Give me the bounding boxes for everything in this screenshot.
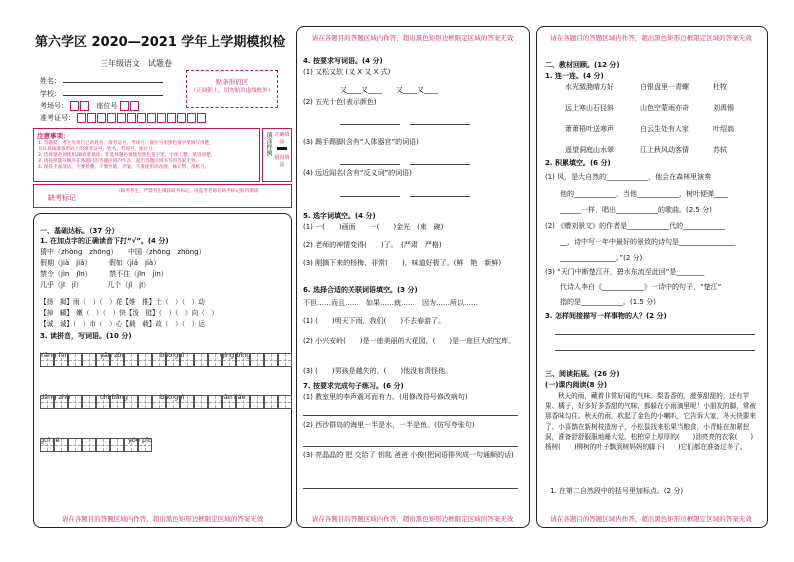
seat-box[interactable] (120, 101, 129, 111)
q4-pattern[interactable]: 又____又____ 又____又____ (340, 86, 438, 94)
fill-line[interactable]: (2) 《赠刘景文》的作者是____________代的____________ (545, 222, 726, 230)
school-label: 学校： (40, 90, 61, 98)
name-field[interactable] (40, 76, 163, 86)
word-choice-row[interactable]: 【诚 诚】（ ）市（ ）心【载 载】故（ ）（ ）运 (40, 320, 205, 328)
notice-line: 2. 选择题必须使用2B铅笔填涂；非选择题必须使用黑色签字笔，字体工整、笔迹清楚。 (38, 153, 216, 158)
fill-line[interactable]: ________________。”(2 分) (560, 254, 643, 262)
pinyin: bǎo guì (160, 351, 185, 359)
fill-line[interactable]: ______一样，唱出____________的歌曲。(2.5 分) (560, 206, 712, 214)
q7-part-1: (1) 教室里的李声震耳而有力。(用修改符号修改病句) (303, 393, 468, 401)
pronunciation-row: 几乎（jī jǐ） 几个（jǐ jī） (40, 281, 151, 289)
fill-line[interactable]: 他的____________，当他____________，树叶便弹____ (560, 190, 728, 198)
reading-question-1: 1. 在第二自然段中的括号里加标点。(2 分) (550, 487, 684, 495)
match-mid-item[interactable]: 白云生处有人家 (640, 125, 689, 133)
fill-line[interactable]: 指的是____________。(1.5 分) (560, 298, 656, 306)
q4-part-2: (2) 五光十色(表示颜色) (303, 98, 377, 106)
answer-line[interactable] (410, 196, 470, 197)
question-match: 1. 连一连。(4 分) (545, 72, 604, 80)
q4-part-1: (1) 又松又软 (又 X 又 X 式) (303, 68, 391, 76)
q7-part-3: (3) 亮晶晶的 把 交给了 钥匙 爸爸 小俊(把词语排列成一句通顺的话) (303, 451, 514, 459)
missing-mark-note: （缺考考生，严禁考生填涂缺考标记，由监考老师在缺考标记框内填涂 (116, 189, 259, 194)
warning-text: 请在各题目的答题区域内作答，超出黑色矩形边框限定区域的答案无效 (550, 34, 752, 42)
page-title: 第六学区 2020—2021 学年上学期模拟检 (35, 35, 286, 50)
ticket-field[interactable] (40, 113, 207, 123)
warning-text: 请在各题目的答题区域内作答，超出黑色矩形边框限定区域的答案无效 (311, 34, 514, 42)
q4-part-3: (3) 踢手踢脚(含有“人体器官”的词语) (303, 138, 419, 146)
missing-mark-label: 缺考标记 (48, 194, 76, 202)
answer-line[interactable] (303, 446, 518, 447)
ticket-label: 准考证号： (40, 114, 75, 122)
match-left-item[interactable]: 水光潋滟晴方好 (565, 83, 614, 91)
section-reading: 三、阅读拓展。(26 分) (545, 370, 620, 378)
notice-line: 4. 保持卡面清洁，不要折叠、不要弄破、弄皱，不准使用涂改液、修正带、刮纸刀。 (38, 165, 210, 170)
q5-part-1[interactable]: (1) 一( )画面 一( )金光 (束 碗) (303, 223, 444, 231)
q7-part-2: (2) 西沙群岛的海里一半是水，一半是鱼。(仿写夸张句) (303, 421, 475, 429)
pinyin: chì bǎng (100, 393, 128, 401)
correct-fill-mark (277, 147, 287, 150)
pinyin: yóu pǐo (128, 436, 152, 444)
writing-grid-row[interactable] (40, 437, 152, 456)
q6-part-2[interactable]: (2) 小兴安岭( )是一座美丽的大花园，( )是一座巨大的宝库。 (303, 337, 516, 345)
warning-text: 请在各题目的答题区域内作答，超出黑色矩形边框限定区域的答案无效 (550, 515, 752, 523)
question-accumulate: 2. 积累填空。(6 分) (545, 159, 611, 167)
pinyin: qíng bīng (220, 351, 251, 359)
notice-line: 3. 请按照题号顺序在各题目的答题区域内作答，超出答题区域书写的答案无效。 (38, 159, 201, 164)
pinyin: guǐ zé (40, 436, 60, 444)
pinyin: Yǎng fèn (40, 351, 69, 359)
reading-sub-title: (一)课内阅读(8 分) (545, 381, 608, 389)
warning-text: 请在各题目的答题区域内作答，超出黑色矩形边框限定区域的答案无效 (311, 515, 514, 523)
section-textbook: 二、教材回顾。(12 分) (545, 61, 620, 69)
question-5: 5. 选字词填空。(4 分) (303, 212, 376, 220)
pinyin: bǎo guì (160, 393, 185, 401)
notice-title: 注意事项： (37, 132, 70, 140)
question-1: 1. 在加点字的正确读音下打“√”。(4 分) (40, 237, 169, 245)
question-4: 4. 按要求写词语。(4 分) (303, 57, 383, 65)
word-choice-row[interactable]: 【掉 蝴】 嫩（ ）（ ）快【泼 挺】（ ）（ ）向（ ） (40, 309, 219, 317)
exam-room-box[interactable] (80, 101, 89, 111)
seat-box[interactable] (130, 101, 139, 111)
answer-line[interactable] (303, 488, 518, 489)
match-mid-item[interactable]: 江上秋风动客情 (640, 146, 689, 154)
pinyin: yān zòu (100, 351, 126, 359)
barcode-title: 贴条形码区 (215, 78, 249, 86)
fill-sample-label: 填涂样例 (265, 132, 272, 156)
notice-line: 1. 答题前，考生先将自己的姓名、准考证号、考场号、座位号用黑色签字笔填写清楚， (38, 141, 214, 146)
fill-line[interactable]: __，诗中写一年中最好的景致的诗句是________________ (560, 238, 735, 246)
exam-room-field[interactable] (40, 101, 140, 111)
question-describe: 3. 怎样间接描写一样事物的人？(2 分) (545, 312, 667, 320)
fill-line[interactable]: (1) 风，是大自然的____________，他会在森林里演奏 (545, 173, 712, 181)
reading-passage: 秋天的雨，藏着非常好闻的气味。梨香香的，菠萝甜甜的，还有苹果、橘子，好多好多香甜的气味，都躲在小雨滴里呢！小朋友的脚，常被那香味勾住。秋天的雨，吹起了金色的小喇叭，它告诉大家，冬天快要来了。小喜鹊在新树枝造房子，小松鼠找来松果当粮食，小青蛙在加紧挖洞，准备舒舒服服地睡大觉。松柏穿上厚厚的( )油亮亮的衣裳( )杨树( )柳树的叶子飘到树妈妈的脚下( )它们都在准备过冬了。 (545, 392, 756, 452)
pronunciation-row: 猜中（zhòng zhōng） 中国（zhōng zhòng） (40, 248, 206, 256)
pinyin: dǎng zhù (40, 393, 71, 401)
answer-line[interactable] (410, 124, 470, 125)
match-left-item[interactable]: 萧萧梧叶送寒声 (565, 125, 614, 133)
wrong-fill-label: 错误填涂 (274, 155, 290, 168)
seat-label: 座位号 (96, 102, 118, 110)
barcode-note: （正面朝上，切勿贴出虚线框外） (190, 88, 274, 94)
grade-label: 三年级语文 (100, 59, 140, 68)
word-choice-row[interactable]: 【扬 揭】雨（ ）（ ）花【维 推】土（ ）（ ）动 (40, 298, 205, 306)
writing-grid-row[interactable] (40, 394, 292, 413)
answer-line[interactable] (340, 196, 400, 197)
q6-words: 不但……而且…… 如果……就…… 因为……所以…… (303, 299, 478, 307)
barcode-area (186, 70, 278, 108)
school-field[interactable] (40, 89, 163, 99)
q5-part-3[interactable]: (3) 刚摘下来的杨梅，非常( )，味道好极了。(鲜 艳 新鲜) (303, 259, 502, 267)
section-basic: 一、基础达标。（37 分） (40, 227, 119, 235)
match-left-item[interactable]: 遥望洞庭山水翠 (565, 146, 614, 154)
name-label: 姓名： (40, 77, 61, 85)
answer-line[interactable] (410, 164, 470, 165)
pronunciation-row: 假期（jià jiǎ） 假如（jiǎ jià） (40, 259, 161, 267)
q5-part-2[interactable]: (2) 老师的神情变得( )了。 (严肃 严格) (303, 241, 442, 249)
match-left-item[interactable]: 远上寒山石径斜 (565, 104, 614, 112)
match-mid-item[interactable]: 白银盘里一青螺 (640, 83, 689, 91)
exam-type-label: 试题卷 (148, 59, 172, 68)
question-3: 3. 读拼音，写词语。(10 分) (40, 332, 132, 340)
fill-line[interactable]: 代诗人李白《____________》一诗中的句子，“楚江” (560, 283, 722, 291)
match-right-item[interactable]: 叶绍翁 (713, 125, 734, 133)
q4-part-4: (4) 远近闻名(含有“反义词”的词语) (303, 169, 412, 177)
pinyin: yān liáo (220, 393, 246, 401)
fill-sample-box (262, 128, 292, 182)
fill-line[interactable]: (3) “天门中断楚江开，碧水东流至此回”是________ (545, 268, 705, 276)
match-right-item[interactable]: 刘禹锡 (713, 104, 734, 112)
answer-line[interactable] (340, 164, 400, 165)
correct-fill-label: 正确填涂 (274, 132, 290, 145)
exam-room-box[interactable] (70, 101, 79, 111)
school-line[interactable] (63, 95, 163, 96)
name-line[interactable] (63, 82, 163, 83)
missing-mark-box (33, 184, 292, 208)
warning-text: 请在各题目的答题区域内作答，超出黑色矩形边框限定区域的答案无效 (61, 515, 264, 523)
answer-line[interactable] (340, 124, 400, 125)
notice-box (33, 128, 260, 182)
question-7: 7. 按要求完成句子练习。(6 分) (303, 382, 404, 390)
notice-line: 并认真核准条形码上的准考证号、姓名、考场号、座位号。 (38, 147, 158, 152)
question-6: 6. 选择合适的关联词语填空。(3 分) (303, 286, 418, 294)
q6-part-3[interactable]: (3) ( )男孩是越失的，( )他没有责怪他。 (303, 367, 453, 375)
answer-line[interactable] (303, 415, 518, 416)
q6-part-1[interactable]: (1) ( )明天下雨，我们( )不去春游了。 (303, 317, 446, 325)
match-right-item[interactable]: 杜牧 (713, 83, 727, 91)
pronunciation-row: 禁令（jìn jīn） 禁不住（jīn jìn） (40, 270, 168, 278)
match-right-item[interactable]: 苏轼 (713, 146, 727, 154)
writing-grid-row[interactable] (40, 352, 292, 371)
exam-room-label: 考场号： (40, 102, 68, 110)
answer-line[interactable] (555, 334, 755, 335)
match-mid-item[interactable]: 山色空蒙雨亦奇 (640, 104, 689, 112)
answer-line[interactable] (555, 350, 755, 351)
